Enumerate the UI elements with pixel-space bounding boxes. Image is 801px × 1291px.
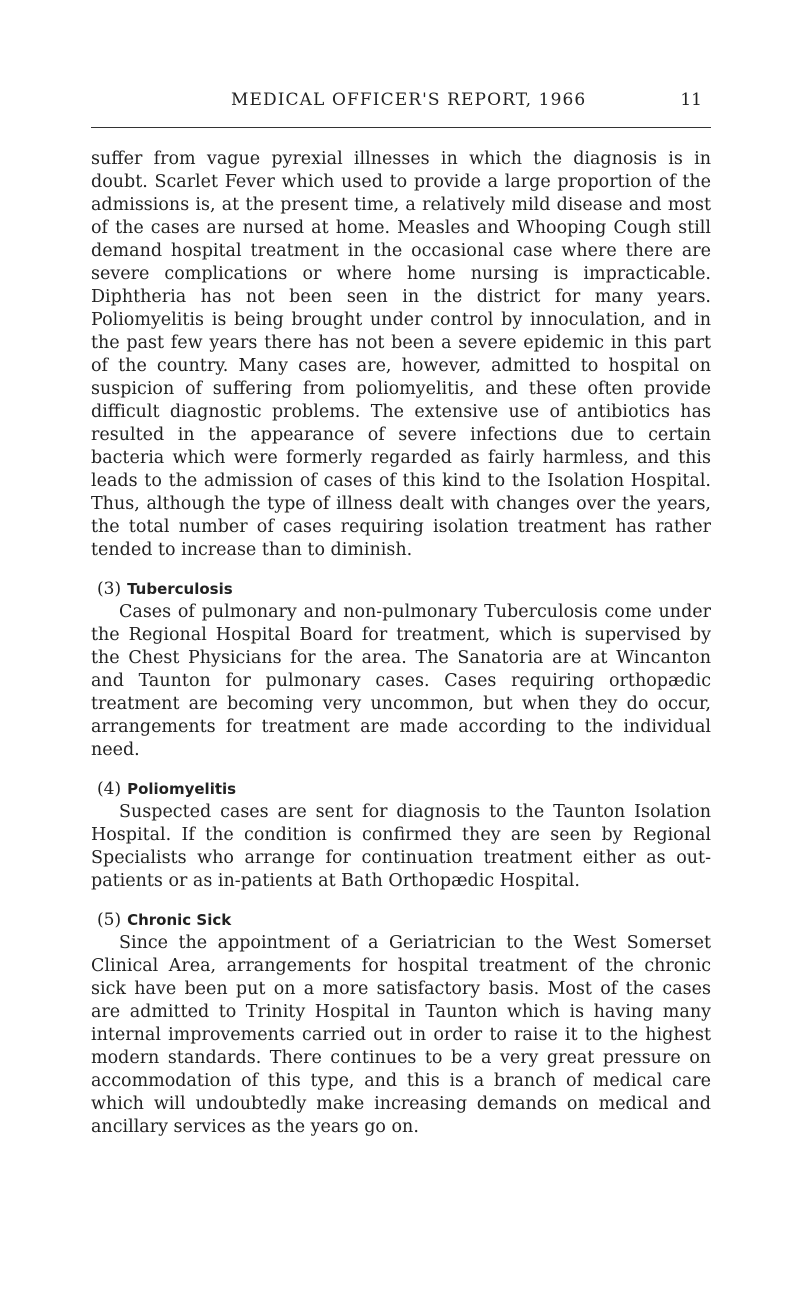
section-paragraph: Suspected cases are sent for diagnosis to the Taunton Isolation Hospital. If the condition is confirmed they are seen by Regional Specialists who arrange for continuation treatment either as out-patients or as in-patients at Bath Orthopædic Hospital. xyxy=(91,802,711,891)
section-heading xyxy=(97,909,711,932)
section-title: Tuberculosis xyxy=(127,580,233,598)
header-rule xyxy=(91,127,711,128)
section-heading xyxy=(97,778,711,801)
running-header xyxy=(91,90,711,112)
body-text xyxy=(91,148,711,1139)
section-paragraph: Since the appointment of a Geriatrician to the West Somerset Clinical Area, arrangements for hospital treatment of the chronic sick have been put on a more satisfactory basis. Most of the cases are admitted to Trinity Hospital in Taunton which is having many internal improvements carried out in order to raise it to the highest modern standards. There continues to be a very great pressure on accommodation of this type, and this is a branch of medical care which will undoubtedly make increasing demands on medical and ancillary services as the years go on. xyxy=(91,933,711,1137)
section-number: (5) xyxy=(97,910,122,930)
section-number: (4) xyxy=(97,779,122,799)
running-title: MEDICAL OFFICER'S REPORT, 1966 xyxy=(231,90,587,110)
section-number: (3) xyxy=(97,579,122,599)
intro-paragraph: suffer from vague pyrexial illnesses in which the diagnosis is in doubt. Scarlet Fever which used to provide a large proportion of the admissions is, at the present time, a relatively mild disease and most of the cases are nursed at home. Measles and Whooping Cough still demand hospital treatment in the occasional case where there are severe complications or where home nursing is impracticable. Diphtheria has not been seen in the district for many years. Poliomyelitis is being brought under control by innoculation, and in the past few years there has not been a severe epidemic in this part of the country. Many cases are, however, admitted to hospital on suspicion of suffering from poliomyelitis, and these often provide difficult diagnostic problems. The extensive use of antibiotics has resulted in the appearance of severe infections due to certain bacteria which were formerly regarded as fairly harmless, and this leads to the admission of cases of this kind to the Isolation Hospital. Thus, although the type of illness dealt with changes over the years, the total number of cases requiring isolation treatment has rather tended to increase than to diminish. xyxy=(91,149,711,560)
page-number: 11 xyxy=(680,90,702,110)
section-tuberculosis xyxy=(91,578,711,762)
section-poliomyelitis xyxy=(91,778,711,893)
section-title: Chronic Sick xyxy=(127,911,232,929)
section-chronic-sick xyxy=(91,909,711,1139)
section-title: Poliomyelitis xyxy=(127,780,237,798)
section-heading xyxy=(97,578,711,601)
section-paragraph: Cases of pulmonary and non-pulmonary Tuberculosis come under the Regional Hospital Board for treatment, which is supervised by the Chest Physicians for the area. The Sanatoria are at Wincanton and Taunton for pulmonary cases. Cases requiring orthopædic treatment are becoming very uncommon, but when they do occur, arrangements for treatment are made according to the individual need. xyxy=(91,602,711,760)
